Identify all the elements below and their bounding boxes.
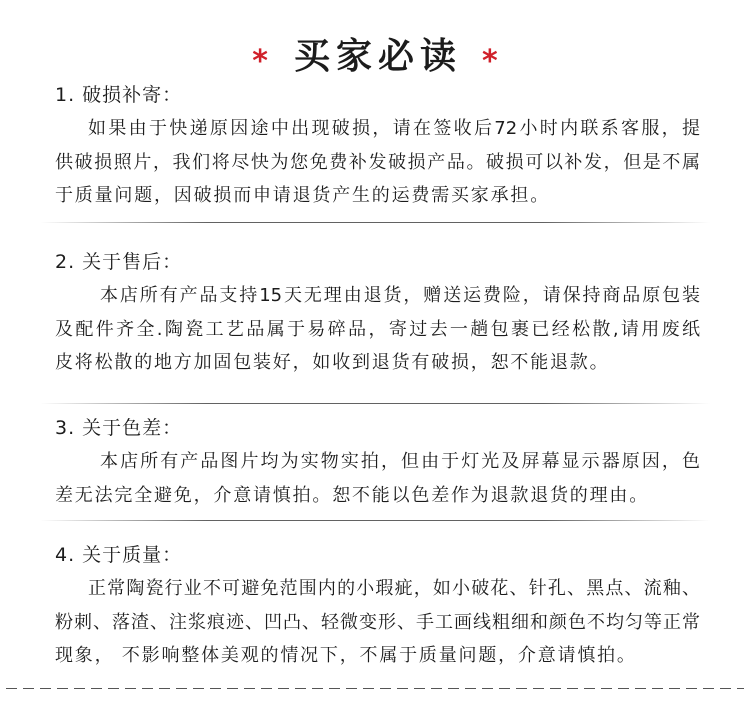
paragraph-line: 皮将松散的地方加固包装好，如收到退货有破损，恕不能退款。: [55, 352, 610, 373]
section-quality: [55, 538, 700, 673]
title-asterisk-left: *: [252, 44, 268, 79]
paragraph-line: 如果由于快递原因途中出现破损，请在签收后72小时内联系客服，提: [88, 118, 700, 139]
paragraph-line: 供破损照片，我们将尽快为您免费补发破损产品。破损可以补发，但是不属: [55, 151, 700, 173]
title-bar: [0, 32, 750, 80]
paragraph-line: 正常陶瓷行业不可避免范围内的小瑕疵，如小破花、针孔、黑点、流釉、: [88, 578, 700, 599]
paragraph-line: 于质量问题，因破损而申请退货产生的运费需买家承担。: [55, 185, 550, 206]
paragraph-line: 差无法完全避免，介意请慎拍。恕不能以色差作为退款退货的理由。: [55, 484, 649, 506]
section-heading: 4. 关于质量：: [55, 544, 183, 566]
paragraph-line: 粉刺、落渣、注浆痕迹、凹凸、轻微变形、手工画线粗细和颜色不均匀等正常: [55, 611, 700, 633]
bottom-dashed-divider: [6, 688, 744, 689]
section-heading: 1. 破损补寄：: [55, 84, 183, 106]
page-title: 买家必读: [293, 35, 462, 77]
paragraph-line: 及配件齐全.陶瓷工艺品属于易碎品，寄过去一趟包裹已经松散,请用废纸: [55, 318, 700, 340]
section-divider: [40, 403, 710, 404]
section-heading: 2. 关于售后：: [55, 251, 183, 273]
section-after-sales: [55, 245, 700, 380]
section-divider: [40, 222, 710, 223]
paragraph-line: 本店所有产品支持15天无理由退货，赠送运费险，请保持商品原包装: [100, 285, 700, 306]
section-heading: 3. 关于色差：: [55, 417, 183, 439]
section-damage-reshipment: [55, 78, 700, 213]
section-color-difference: [55, 411, 700, 512]
paragraph-line: 本店所有产品图片均为实物实拍，但由于灯光及屏幕显示器原因，色: [100, 451, 700, 472]
paragraph-line: 现象， 不影响整体美观的情况下，不属于质量问题，介意请慎拍。: [55, 645, 637, 666]
title-asterisk-right: *: [482, 44, 498, 79]
section-divider: [40, 520, 710, 521]
